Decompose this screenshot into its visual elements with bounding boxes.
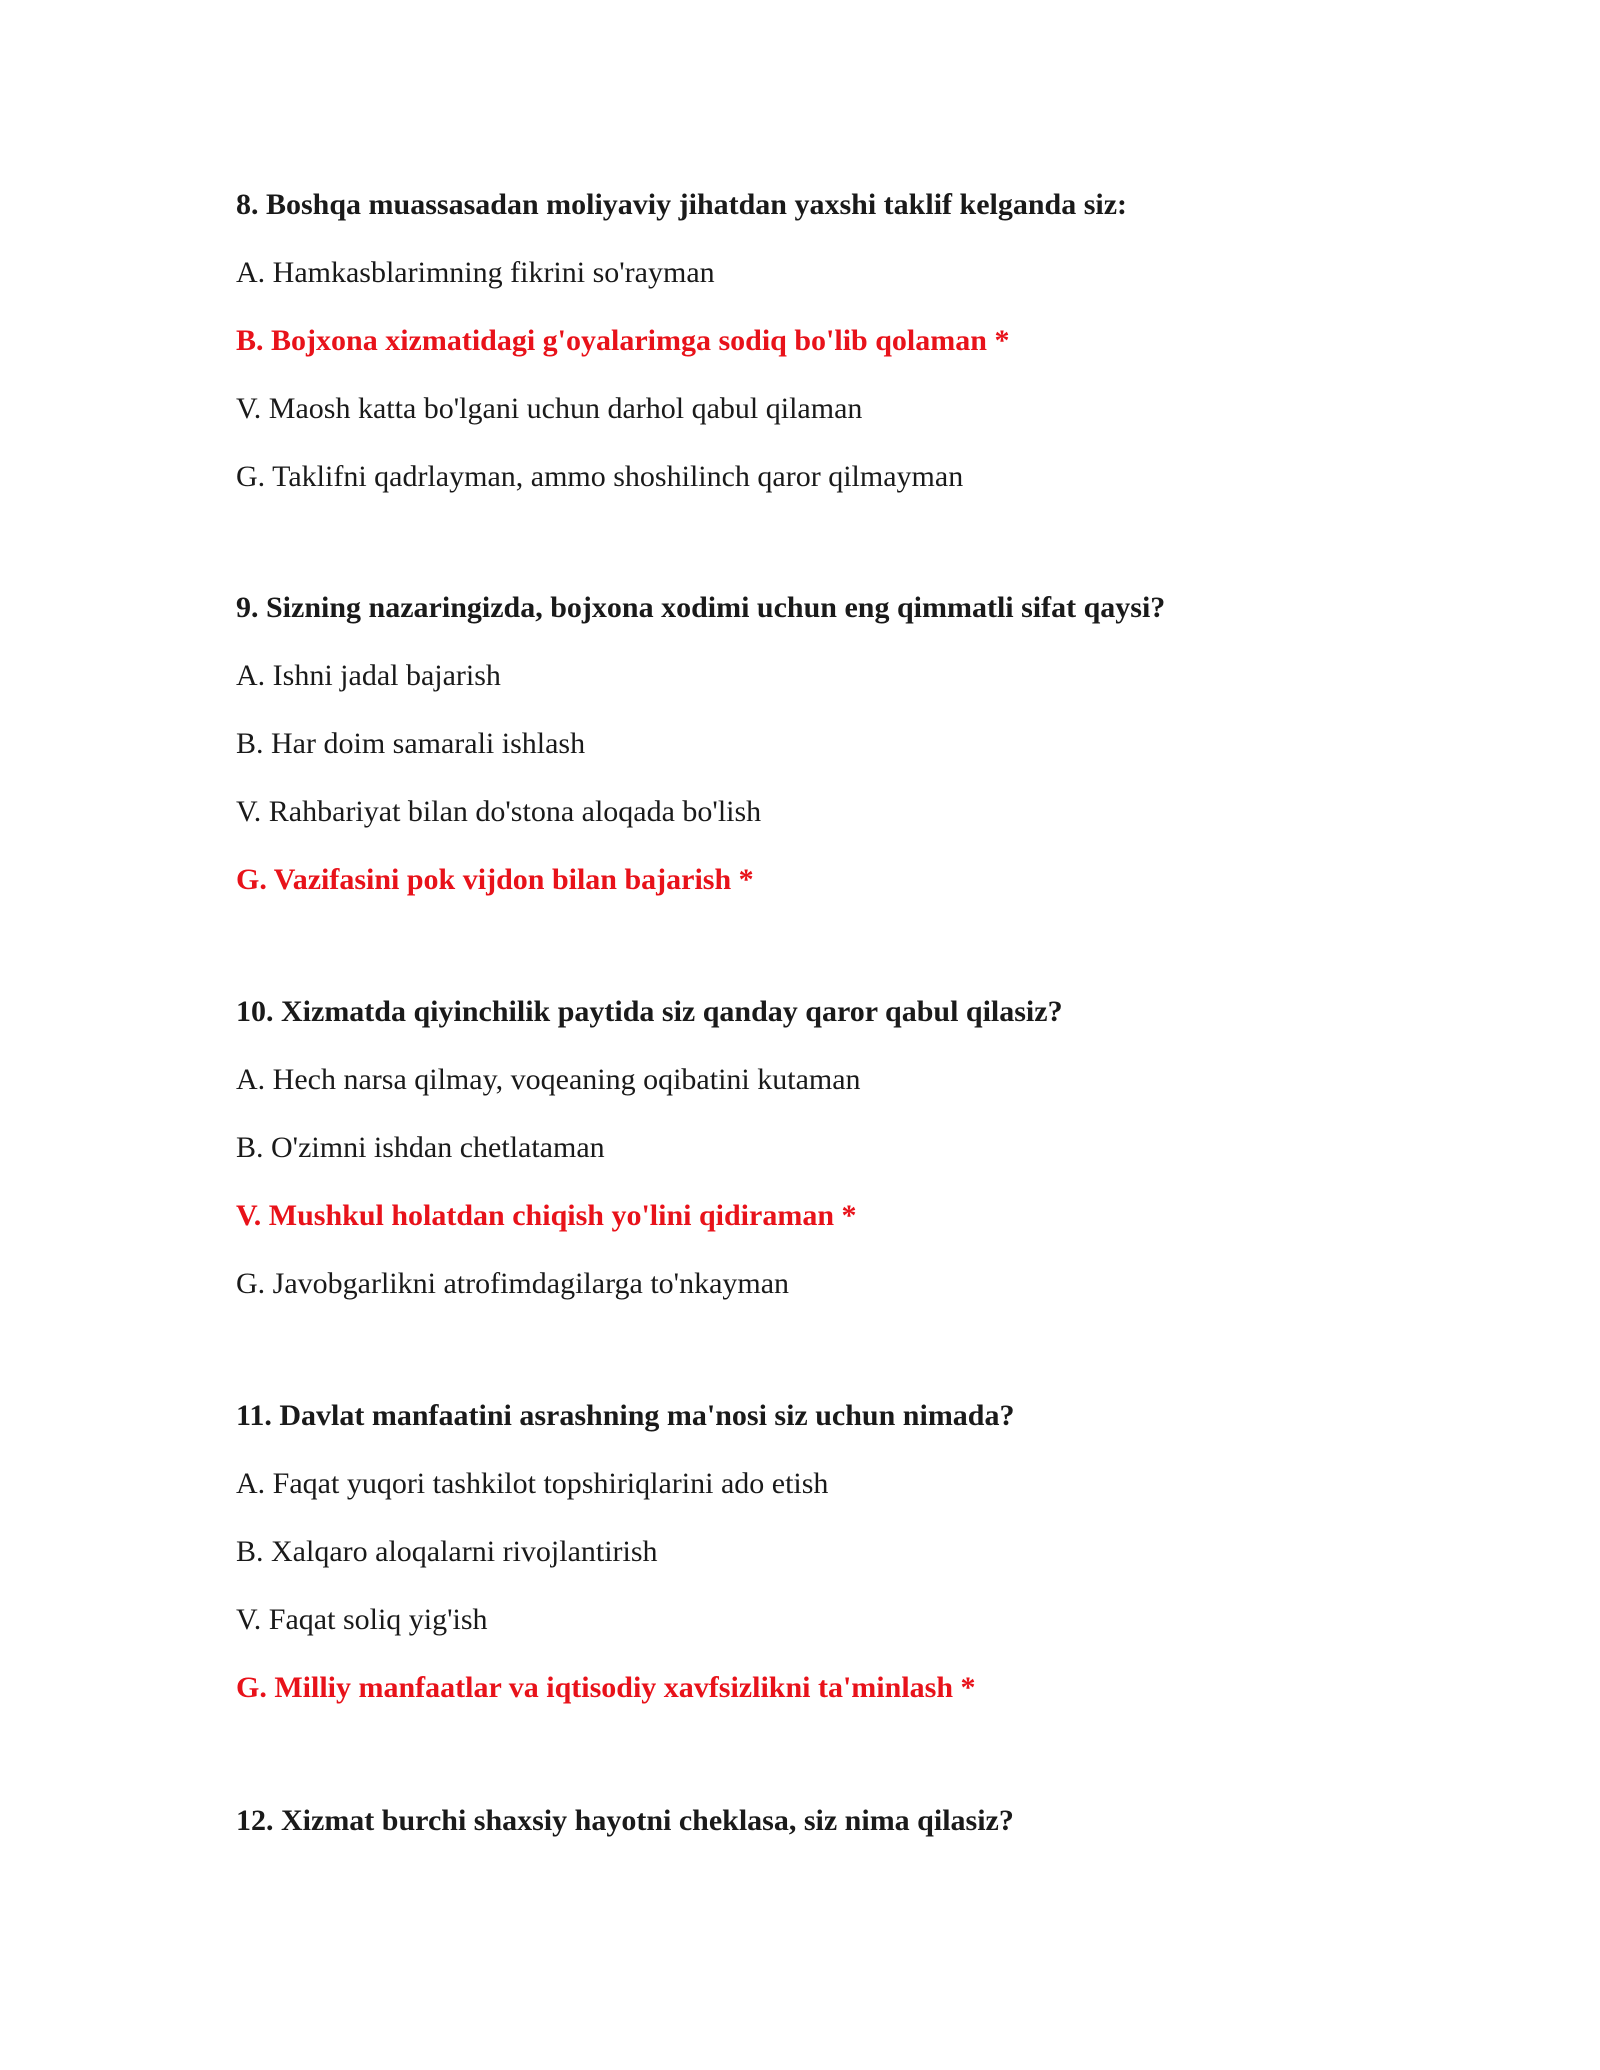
option-a: A. Hech narsa qilmay, voqeaning oqibatini kutaman: [236, 1063, 861, 1096]
option-a: A. Faqat yuqori tashkilot topshiriqlarini ado etish: [236, 1467, 829, 1500]
question-12: [236, 1803, 1436, 1839]
question-11: [236, 1398, 1436, 1706]
option-v: V. Maosh katta bo'lgani uchun darhol qabul qilaman: [236, 392, 863, 425]
option-g-correct: G. Vazifasini pok vijdon bilan bajarish *: [236, 863, 754, 896]
question-8: [236, 187, 1436, 495]
option-b: B. O'zimni ishdan chetlataman: [236, 1131, 605, 1164]
question-title: 12. Xizmat burchi shaxsiy hayotni cheklasa, siz nima qilasiz?: [236, 1804, 1014, 1837]
option-v: V. Rahbariyat bilan do'stona aloqada bo'lish: [236, 795, 762, 828]
option-v: V. Faqat soliq yig'ish: [236, 1603, 488, 1636]
option-b: B. Xalqaro aloqalarni rivojlantirish: [236, 1535, 658, 1568]
question-title: 10. Xizmatda qiyinchilik paytida siz qanday qaror qabul qilasiz?: [236, 995, 1063, 1028]
option-b: B. Har doim samarali ishlash: [236, 727, 586, 760]
question-title: 8. Boshqa muassasadan moliyaviy jihatdan yaxshi taklif kelganda siz:: [236, 188, 1128, 221]
question-9: [236, 590, 1436, 898]
option-g: G. Javobgarlikni atrofimdagilarga to'nkayman: [236, 1267, 790, 1300]
option-v-correct: V. Mushkul holatdan chiqish yo'lini qidiraman *: [236, 1199, 857, 1232]
option-g-correct: G. Milliy manfaatlar va iqtisodiy xavfsizlikni ta'minlash *: [236, 1671, 976, 1704]
option-b-correct: B. Bojxona xizmatidagi g'oyalarimga sodiq bo'lib qolaman *: [236, 324, 1010, 357]
option-g: G. Taklifni qadrlayman, ammo shoshilinch qaror qilmayman: [236, 460, 964, 493]
question-title: 9. Sizning nazaringizda, bojxona xodimi uchun eng qimmatli sifat qaysi?: [236, 591, 1166, 624]
option-a: A. Ishni jadal bajarish: [236, 659, 501, 692]
question-title: 11. Davlat manfaatini asrashning ma'nosi siz uchun nimada?: [236, 1399, 1015, 1432]
option-a: A. Hamkasblarimning fikrini so'rayman: [236, 256, 715, 289]
question-10: [236, 994, 1436, 1302]
